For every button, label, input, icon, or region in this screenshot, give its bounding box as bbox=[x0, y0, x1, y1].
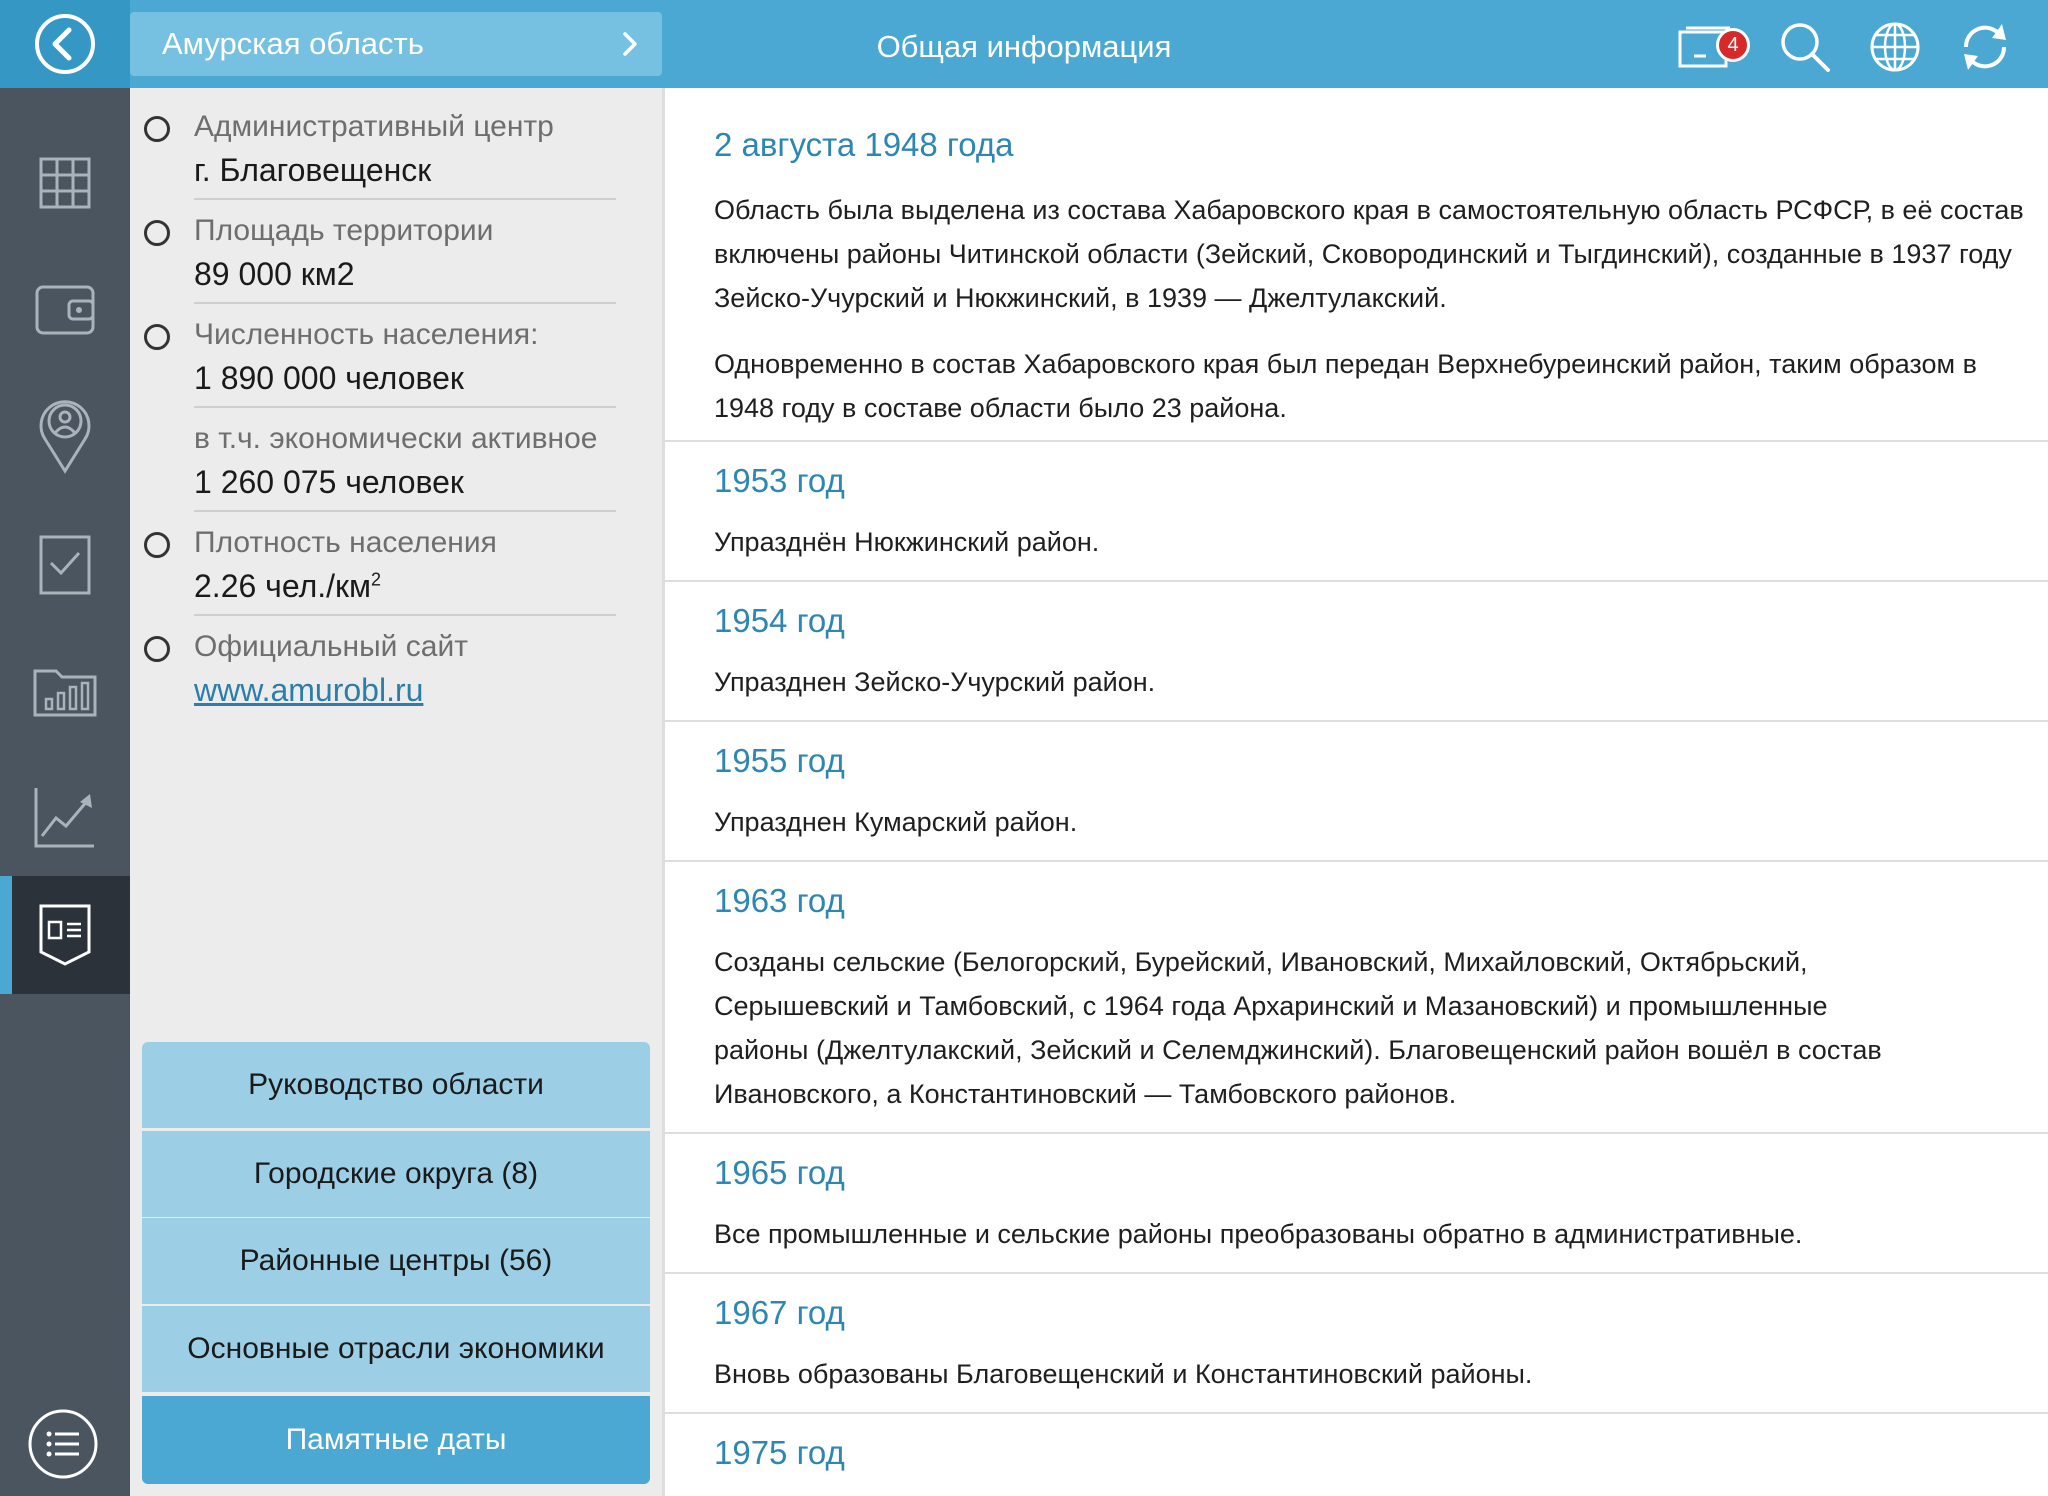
checklist-icon bbox=[37, 533, 93, 597]
back-button[interactable] bbox=[0, 0, 130, 88]
divider bbox=[194, 614, 616, 616]
admin-center-label: Административный центр bbox=[194, 110, 554, 143]
density-superscript: 2 bbox=[371, 569, 382, 590]
memorable-dates-button[interactable]: Памятные даты bbox=[142, 1396, 650, 1484]
chevron-right-icon bbox=[618, 30, 642, 58]
location-pin-icon bbox=[37, 395, 93, 475]
area-label: Площадь территории bbox=[194, 214, 494, 247]
timeline-section bbox=[665, 1274, 2048, 1414]
divider bbox=[194, 406, 616, 408]
radio-button[interactable] bbox=[144, 636, 170, 662]
section-paragraph: Упразднен Кумарский район. bbox=[714, 807, 1078, 837]
radio-button[interactable] bbox=[144, 116, 170, 142]
section-title: 1953 год bbox=[714, 462, 845, 499]
active-population-label: в т.ч. экономически активное bbox=[194, 422, 598, 455]
section-title: 1963 год bbox=[714, 882, 845, 919]
region-selector[interactable] bbox=[130, 12, 662, 76]
top-bar bbox=[0, 0, 2048, 88]
population-label: Численность населения: bbox=[194, 318, 539, 351]
density-label: Плотность населения bbox=[194, 526, 497, 559]
badge-document-icon bbox=[37, 902, 93, 968]
section-paragraph: Упразднён Нюкжинский район. bbox=[714, 527, 1100, 557]
radio-button[interactable] bbox=[144, 532, 170, 558]
notification-badge: 4 bbox=[1716, 28, 1750, 62]
back-arrow-icon bbox=[33, 12, 97, 76]
admin-center-value: г. Благовещенск bbox=[194, 152, 432, 188]
section-paragraph: Вновь образованы Благовещенский и Константиновский районы. bbox=[714, 1359, 1533, 1389]
menu-list-icon[interactable] bbox=[27, 1408, 99, 1480]
globe-icon[interactable] bbox=[1866, 18, 1924, 76]
section-title: 1954 год bbox=[714, 602, 845, 639]
wallet-icon bbox=[33, 279, 97, 339]
timeline-section bbox=[665, 862, 2048, 1134]
divider bbox=[194, 198, 616, 200]
grid-icon bbox=[37, 155, 93, 211]
section-paragraph: Все промышленные и сельские районы преобразованы обратно в административные. bbox=[714, 1219, 1803, 1249]
timeline-section bbox=[665, 88, 2048, 442]
divider bbox=[194, 302, 616, 304]
section-paragraph: Одновременно в состав Хабаровского края был передан Верхнебуреинский район, таким образом в 1948 году в составе области было 23 района. bbox=[714, 349, 1977, 423]
timeline-section bbox=[665, 582, 2048, 722]
section-title: 1955 год bbox=[714, 742, 845, 779]
timeline-content bbox=[662, 88, 2048, 1496]
page-title: Общая информация bbox=[876, 29, 1172, 64]
rail-item-reports[interactable] bbox=[0, 632, 130, 750]
rail-item-table[interactable] bbox=[0, 124, 130, 242]
website-link[interactable]: www.amurobl.ru bbox=[194, 672, 424, 708]
section-title: 1975 год bbox=[714, 1434, 845, 1471]
timeline-section bbox=[665, 722, 2048, 862]
timeline-section bbox=[665, 1414, 2048, 1496]
section-title: 1967 год bbox=[714, 1294, 845, 1331]
city-districts-button[interactable]: Городские округа (8) bbox=[142, 1131, 650, 1217]
website-label: Официальный сайт bbox=[194, 630, 468, 663]
timeline-section bbox=[665, 442, 2048, 582]
region-name: Амурская область bbox=[162, 26, 424, 61]
timeline-section bbox=[665, 1134, 2048, 1274]
trend-chart-icon bbox=[32, 784, 98, 850]
section-title: 1965 год bbox=[714, 1154, 845, 1191]
population-value: 1 890 000 человек bbox=[194, 360, 464, 396]
section-paragraph: Упразднен Зейско-Учурский район. bbox=[714, 667, 1156, 697]
side-navigation bbox=[0, 88, 130, 1496]
search-icon[interactable] bbox=[1776, 18, 1834, 76]
section-paragraph: Созданы сельские (Белогорский, Бурейский, Ивановский, Михайловский, Октябрьский, Серышевский и Тамбовский, с 1964 года Архаринский и Мазановский) и промышленные районы (Джелтулакский, Зейский и Селемджинский). Благовещенский район вошёл в состав Ивановского, а Константиновский — Тамбовского районов. bbox=[714, 947, 1882, 1109]
rail-item-location[interactable] bbox=[0, 376, 130, 494]
folder-chart-icon bbox=[32, 663, 98, 719]
divider bbox=[194, 510, 616, 512]
rail-item-general-info[interactable] bbox=[0, 876, 130, 994]
section-title: 2 августа 1948 года bbox=[714, 126, 1014, 163]
district-centers-button[interactable]: Районные центры (56) bbox=[142, 1218, 650, 1304]
rail-item-checklist[interactable] bbox=[0, 506, 130, 624]
radio-button[interactable] bbox=[144, 324, 170, 350]
leadership-button[interactable]: Руководство области bbox=[142, 1042, 650, 1128]
rail-item-wallet[interactable] bbox=[0, 250, 130, 368]
economy-button[interactable]: Основные отрасли экономики bbox=[142, 1306, 650, 1392]
section-paragraph: Область была выделена из состава Хабаровского края в самостоятельную область РСФСР, в её состав включены районы Читинской области (Зейский, Сковородинский и Тыгдинский), созданные в 1937 году Зейско-Учурский и Нюкжинский, в 1939 — Джелтулакский. bbox=[714, 195, 2024, 313]
density-value bbox=[194, 568, 381, 605]
active-population-value: 1 260 075 человек bbox=[194, 464, 464, 500]
refresh-icon[interactable] bbox=[1956, 18, 2014, 76]
area-value: 89 000 км2 bbox=[194, 256, 355, 292]
rail-item-analytics[interactable] bbox=[0, 758, 130, 876]
density-number: 2.26 чел./км bbox=[194, 568, 372, 604]
radio-button[interactable] bbox=[144, 220, 170, 246]
